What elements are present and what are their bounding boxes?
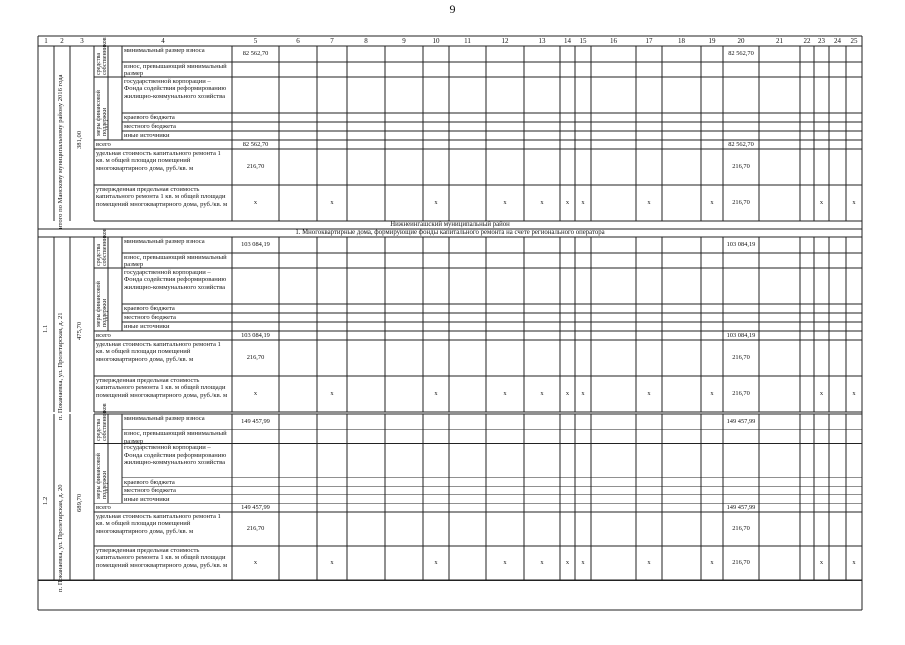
limit-cost-col20-0: 216,70 <box>732 199 750 206</box>
limit-x-col7-1: x <box>330 390 334 397</box>
row-label-total-0: всего <box>96 141 111 148</box>
limit-x-col15-1: x <box>581 390 585 397</box>
row-label-limit_cost-0: утвержденная предельная стоимость капитального ремонта 1 кв. м общей площади помещений многоквартирного дома, руб./кв. м <box>96 186 228 208</box>
own-funds-label-2: средства собственников <box>96 403 109 442</box>
limit-x-col19-2: x <box>710 559 714 567</box>
limit-x-col12-0: x <box>503 199 507 206</box>
total-col5-1: 103 084,19 <box>241 331 270 339</box>
limit-x-col13-1: x <box>540 390 544 397</box>
row-label-other-1: иные источники <box>124 323 170 330</box>
column-number-25: 25 <box>850 37 858 45</box>
limit-x-col17-0: x <box>647 199 651 206</box>
column-number-1: 1 <box>44 37 48 45</box>
limit-x-col13-0: x <box>540 199 544 206</box>
column-number-12: 12 <box>501 37 509 45</box>
min-contrib-col20-1: 103 084,19 <box>726 241 756 248</box>
row-label-state_corp-0: государственной корпорации – Фонда содействия реформированию жилищно-коммунального хозяйства <box>124 78 227 100</box>
limit-x-col19-1: x <box>710 390 714 397</box>
limit-x-col7-0: x <box>330 199 334 206</box>
limit-x-col25-0: x <box>852 199 856 206</box>
limit-x-col10-2: x <box>434 559 438 567</box>
support-label-2: меры финансовой поддержки <box>96 453 109 500</box>
min-contrib-col5-1: 103 084,19 <box>241 241 270 248</box>
block-area-1: 475,70 <box>76 321 83 340</box>
min-contrib-col5-2: 149 457,99 <box>241 417 270 425</box>
limit-x-col5-0: x <box>253 199 258 206</box>
limit-x-col15-0: x <box>581 199 585 206</box>
column-number-11: 11 <box>464 37 471 45</box>
min-contrib-col20-0: 82 562,70 <box>728 50 754 57</box>
support-label-1: меры финансовой поддержки <box>96 281 109 327</box>
column-number-20: 20 <box>737 37 745 45</box>
column-number-10: 10 <box>432 37 440 45</box>
row-label-regional-0: краевого бюджета <box>124 114 175 121</box>
limit-cost-col20-1: 216,70 <box>732 390 750 397</box>
limit-x-col5-1: x <box>253 390 258 397</box>
block-name-1: п. Поканаевка, ул. Пролетарская, д. 21 <box>57 311 64 420</box>
unit-cost-col20-2: 216,70 <box>732 524 750 532</box>
own-funds-label-1: средства собственников <box>96 228 109 266</box>
row-label-other-2: иные источники <box>124 495 170 503</box>
row-label-unit_cost-2: удельная стоимость капитального ремонта 1 кв. м общей площади помещений многоквартирного дома, руб./кв. м <box>96 512 221 535</box>
limit-x-col23-2: x <box>819 559 824 567</box>
limit-x-col23-1: x <box>819 390 824 397</box>
unit-cost-col5-0: 216,70 <box>246 163 265 170</box>
row-label-state_corp-2: государственной корпорации – Фонда содействия реформированию жилищно-коммунального хозяйства <box>124 444 227 467</box>
limit-x-col17-1: x <box>647 390 651 397</box>
column-number-21: 21 <box>776 37 783 45</box>
column-number-8: 8 <box>364 37 368 45</box>
column-number-24: 24 <box>834 37 841 45</box>
row-label-state_corp-1: государственной корпорации – Фонда содействия реформированию жилищно-коммунального хозяйства <box>124 269 227 291</box>
limit-x-col7-2: x <box>330 559 334 567</box>
limit-cost-col20-2: 216,70 <box>732 559 750 567</box>
limit-x-col12-2: x <box>503 559 507 567</box>
block-area-2: 689,70 <box>76 493 83 513</box>
unit-cost-col5-2: 216,70 <box>246 524 265 532</box>
limit-x-col14-2: x <box>565 559 570 567</box>
limit-x-col10-1: x <box>434 390 438 397</box>
column-number-18: 18 <box>678 37 685 45</box>
column-number-5: 5 <box>253 37 258 45</box>
limit-x-col15-2: x <box>581 559 585 567</box>
column-number-19: 19 <box>708 37 716 45</box>
column-number-7: 7 <box>330 37 334 45</box>
row-label-unit_cost-1: удельная стоимость капитального ремонта 1 кв. м общей площади помещений многоквартирного дома, руб./кв. м <box>96 341 221 363</box>
limit-x-col25-1: x <box>852 390 856 397</box>
limit-x-col23-0: x <box>819 199 824 206</box>
row-label-min_contrib-2: минимальный размер взноса <box>124 415 205 422</box>
row-label-regional-2: краевого бюджета <box>124 478 175 486</box>
row-label-limit_cost-1: утвержденная предельная стоимость капитального ремонта 1 кв. м общей площади помещений многоквартирного дома, руб./кв. м <box>96 377 228 399</box>
column-number-2: 2 <box>60 37 64 45</box>
limit-x-col13-2: x <box>540 559 544 567</box>
row-label-above_min-1: взнос, превышающий минимальный размер <box>124 254 227 269</box>
total-col5-0: 82 562,70 <box>242 140 269 148</box>
row-label-local-0: местного бюджета <box>124 123 176 130</box>
column-number-4: 4 <box>161 37 165 45</box>
column-number-16: 16 <box>610 37 617 45</box>
block-number-2: 1.2 <box>42 496 49 506</box>
limit-x-col14-0: x <box>565 199 570 206</box>
column-number-14: 14 <box>564 37 571 45</box>
support-label-0: меры финансовой поддержки <box>96 90 109 136</box>
min-contrib-col20-2: 149 457,99 <box>726 417 756 425</box>
total-col20-1: 103 084,19 <box>726 331 756 339</box>
limit-x-col19-0: x <box>710 199 714 206</box>
column-number-13: 13 <box>538 37 546 45</box>
row-label-min_contrib-0: минимальный размер взноса <box>124 47 205 54</box>
row-label-above_min-2: взнос, превышающий минимальный размер <box>124 430 227 445</box>
block-area-0: 381,00 <box>76 130 83 149</box>
limit-x-col5-2: x <box>253 559 258 567</box>
column-number-22: 22 <box>803 37 811 45</box>
section-title: 1. Многоквартирные дома, формирующие фонды капитального ремонта на счете регионального оператора <box>295 229 605 236</box>
row-label-local-1: местного бюджета <box>124 314 176 321</box>
district-title: Нижнеингашский муниципальный район <box>390 221 510 228</box>
block-number-1: 1.1 <box>42 324 49 333</box>
row-label-local-2: местного бюджета <box>124 487 176 495</box>
column-number-23: 23 <box>818 37 825 45</box>
column-number-17: 17 <box>645 37 653 45</box>
row-label-min_contrib-1: минимальный размер взноса <box>124 238 205 245</box>
column-number-3: 3 <box>80 37 84 45</box>
total-col20-0: 82 562,70 <box>728 140 754 148</box>
block-name-0: итого по Манскому муниципальному району 2016 года <box>57 74 64 229</box>
column-number-15: 15 <box>579 37 587 45</box>
unit-cost-col20-0: 216,70 <box>732 163 750 170</box>
limit-x-col12-1: x <box>503 390 507 397</box>
row-label-above_min-0: взнос, превышающий минимальный размер <box>124 63 227 78</box>
min-contrib-col5-0: 82 562,70 <box>242 50 269 57</box>
unit-cost-col20-1: 216,70 <box>732 354 750 361</box>
limit-x-col17-2: x <box>647 559 651 567</box>
page-number: 9 <box>449 2 456 16</box>
column-number-9: 9 <box>402 37 406 45</box>
row-label-total-2: всего <box>96 504 111 512</box>
row-label-other-0: иные источники <box>124 132 170 139</box>
row-label-unit_cost-0: удельная стоимость капитального ремонта 1 кв. м общей площади помещений многоквартирного дома, руб./кв. м <box>96 150 221 172</box>
row-label-total-1: всего <box>96 332 111 339</box>
column-number-6: 6 <box>296 37 300 45</box>
total-col5-2: 149 457,99 <box>241 503 270 511</box>
unit-cost-col5-1: 216,70 <box>246 354 265 361</box>
row-label-limit_cost-2: утвержденная предельная стоимость капитального ремонта 1 кв. м общей площади помещений многоквартирного дома, руб./кв. м <box>96 547 228 569</box>
block-name-2: п. Поканаевка, ул. Пролетарская, д. 20 <box>57 484 64 593</box>
limit-x-col14-1: x <box>565 390 570 397</box>
limit-x-col10-0: x <box>434 199 438 206</box>
limit-x-col25-2: x <box>852 559 856 567</box>
own-funds-label-0: средства собственников <box>96 37 109 75</box>
row-label-regional-1: краевого бюджета <box>124 305 175 312</box>
total-col20-2: 149 457,99 <box>726 503 756 511</box>
